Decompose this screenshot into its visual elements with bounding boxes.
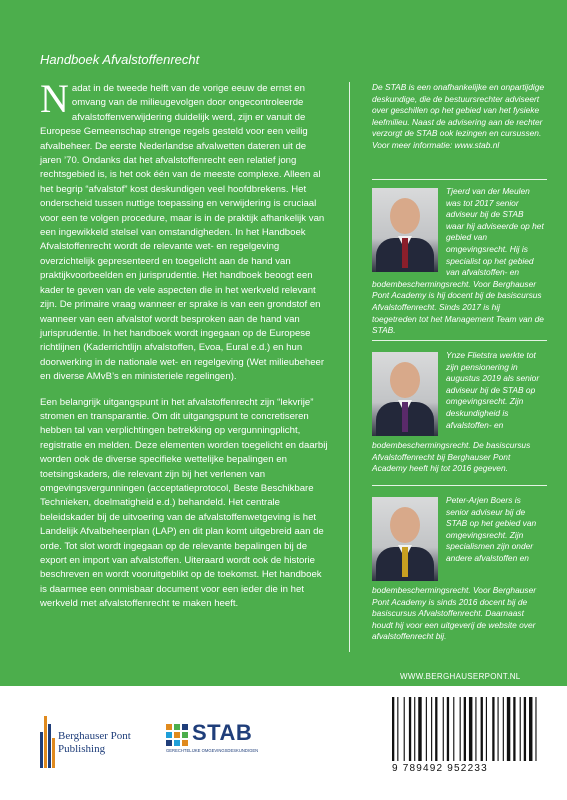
stab-intro-block: [372, 82, 547, 166]
author-photo-3: [372, 497, 438, 581]
author-bio-2-text: Ynze Flietstra werkte tot zijn pensionering in augustus 2019 als senior adviseur bij de STAB op omgevingsrecht. Zijn deskundigheid is afvalstoffen- en bodembeschermingsrecht. De basiscursus Afvalstoffenrecht bij Berghauser Pont Academy heeft hij tot 2016 gegeven.: [372, 350, 540, 474]
barcode-bars: [390, 697, 540, 763]
stab-intro: De STAB is een onafhankelijke en onpartijdige deskundige, die de bestuursrechter adviseert over geschillen op het gebied van het fysieke leefmilieu. Naast de advisering aan de rechter verzorgt de STAB ook lezingen en cursussen. Voor meer informatie: www.stab.nl: [372, 82, 545, 150]
book-title: Handboek Afvalstoffenrecht: [40, 52, 200, 67]
stab-logo: [166, 722, 276, 762]
drop-cap: N: [40, 76, 69, 121]
berghauser-pont-logo: [40, 710, 150, 770]
author-photo-1: [372, 188, 438, 272]
isbn-number: 9 789492 952233: [392, 763, 488, 774]
author-bio-1-text: Tjeerd van der Meulen was tot 2017 senior adviseur bij de STAB waar hij adviseerde op het gebied van omgevingsrecht. Hij is specialist op het gebied van afvalstoffen- en bodembeschermingsrecht. Voor Berghauser Pont Academy is hij docent bij de basiscursus Afvalstoffenrecht. Sinds 2017 is hij toegetreden tot het Management Team van de STAB.: [372, 186, 544, 336]
publisher-sub: Publishing: [58, 743, 106, 755]
author-photo-2: [372, 352, 438, 436]
divider-3: [372, 485, 547, 486]
description-paragraph-2: Een belangrijk uitgangspunt in het afvalstoffenrecht zijn “lekvrije” stromen en transparantie. Om dit uitgangspunt te concretiseren hebben tal van verplichtingen betrekking op vergunningplicht, registratie en melden. Deze elementen worden toegelicht en daarbij worden ook de diverse specifieke wettelijke bepalingen en toetsingskaders, die relevant zijn bij het verlenen van omgevingsvergunningen (acceptatieprotocol, Beste Beschikbare Technieken, doelmatigheid e.d.) behandeld. Het centrale beleidskader bij de uitvoering van de afvalstoffenwetgeving is het Landelijk Afvalbeheerplan (LAP) en dit plan komt uitgebreid aan de orde. Tot slot wordt ingegaan op de relevante bepalingen bij de export en import van afvalstoffen. Uiteraard wordt ook de historie beschreven en wordt vooruitgeblikt op de toekomst. Het handboek is daarmee een onmisbaar document voor een ieder die in het werkveld met afvalstoffenrecht te maken heeft.: [40, 396, 328, 610]
description-paragraph-1: [40, 76, 330, 385]
barcode: [390, 697, 540, 777]
author-bio-3-text: Peter-Arjen Boers is senior adviseur bij de STAB op het gebied van omgevingsrecht. Zijn specialismen zijn onder andere afvalstoffen en bodembeschermingsrecht. Voor Berghauser Pont Academy is sinds 2016 docent bij de basiscursus Afvalstoffenrecht. Daarnaast houdt hij voor een uitgeverij de website over afvalstoffenrecht bij.: [372, 495, 537, 642]
stab-grid-icon: [166, 724, 188, 746]
author-bio-1: [372, 186, 544, 337]
description-column: [40, 76, 330, 623]
paragraph-1-text: adat in de tweede helft van de vorige eeuw de ernst en omvang van de milieugevolgen door ongecontroleerde afvalstoffenverwijdering duidelijk werd, zijn er vanuit de Europese Gemeenschap strenge regels gesteld voor een veilig afvalbeheer. De eerste Nederlandse afvalwetten dateren uit de jaren ’70. Ondanks dat het afvalstoffenrecht een relatief jong rechtsgebied is, is het ook één van de meeste complexe. Alleen al het begrip “afvalstof” kost deskundigen veel hoofdbrekens. Het onderscheid tussen nuttige toepassing en verwijdering is cruciaal voor een te volgen procedure, maar is in de praktijk afhankelijk van een ingewikkeld stelsel van omstandigheden. In het Handboek Afvalstoffenrecht wordt de relevante wet- en regelgeving overzichtelijk gepresenteerd en toegelicht aan de hand van praktijkvoorbeelden en jurisprudentie. Het handboek beoogt een kader te geven van de vele aspecten die in het werkveld relevant zijn. De primaire vraag wanneer er sprake is van een grondstof en wanneer van een afvalstof wordt besproken aan de hand van jurisprudentie. In het handboek wordt ingegaan op de Europese richtlijnen (Kaderrichtlijn afvalstoffen, Evoa, Eural e.d.) en hun doorwerking in de nationale wet- en regelgeving (Wet milieubeheer en diverse AMvB’s en ministeriele regelingen).: [40, 83, 325, 383]
column-divider: [349, 82, 350, 652]
divider-1: [372, 179, 547, 180]
author-bio-2: [372, 350, 544, 475]
divider-2: [372, 340, 547, 341]
publisher-name: Berghauser Pont: [58, 730, 131, 742]
author-bio-3: [372, 495, 544, 643]
publisher-website: WWW.BERGHAUSERPONT.NL: [400, 672, 521, 681]
stab-tagline: GERECHTELIJKE OMGEVINGSDESKUNDIGEN: [166, 748, 259, 753]
stab-wordmark: STAB: [192, 720, 253, 745]
bp-bars-icon: [40, 710, 54, 768]
